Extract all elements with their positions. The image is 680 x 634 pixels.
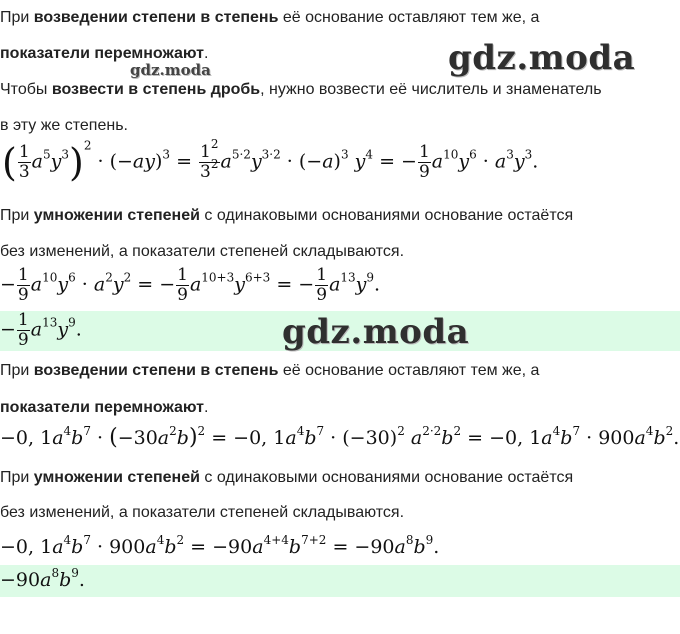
text-segment: . <box>203 399 209 416</box>
formula-1: ( $\frac{1}{3}$ $a^5y^3)^2 \cdot (-ay)^3$ = $\frac{1^2}{3^2}$ $a^{5\cdot 2}y^{3\cdot 2} \cdot (-a)^3$ $y^4$ = − $\frac{1}{9}$ $a^{10}y^6 \cdot a^3y^3$. <box>2 137 539 185</box>
answer-box-2 <box>0 565 680 597</box>
rule-fraction-power-line2: в эту же степень. <box>0 117 128 134</box>
bold-term: показатели перемножают <box>0 45 204 62</box>
text-segment: с одинаковыми основаниями основание остаётся <box>199 207 574 224</box>
answer-formula-1: − $\frac{1}{9}$ $a^{13}y^9$. <box>0 310 82 350</box>
bold-term: возведении степени в степень <box>33 9 279 26</box>
watermark-large-middle: gdz.moda <box>282 312 470 352</box>
rule-multiply-powers-line1 <box>0 206 573 226</box>
bold-term: возведении степени в степень <box>33 362 279 379</box>
rule-multiply-powers-line2: без изменений, а показатели степеней складываются. <box>0 243 405 260</box>
text-segment: её основание оставляют тем же, а <box>278 362 540 379</box>
text-segment: Чтобы <box>0 81 52 98</box>
formula-4: −0, $1a^4b^7 \cdot 900a^4b^2 = -90a^{4+4}b^{7+2} = -90a^8b^9$. <box>0 533 440 558</box>
text-segment: При <box>0 207 34 224</box>
rule2-power-of-power-line2 <box>0 398 208 418</box>
bold-term: умножении степеней <box>33 207 200 224</box>
text-segment: её основание оставляют тем же, а <box>278 9 540 26</box>
rule2-power-of-power-line1 <box>0 361 539 381</box>
text-segment: , нужно возвести её числитель и знаменатель <box>260 81 602 98</box>
watermark-large-top: gdz.moda <box>448 38 636 78</box>
text-segment: При <box>0 469 34 486</box>
rule2-multiply-powers-line2: без изменений, а показатели степеней складываются. <box>0 504 405 521</box>
answer-formula-2: $-90a^8b^9$. <box>0 566 85 591</box>
text-segment: При <box>0 9 34 26</box>
bold-term: показатели перемножают <box>0 399 204 416</box>
rule-power-of-power-line1 <box>0 8 539 28</box>
bold-term: возвести в степень дробь <box>51 81 261 98</box>
text-segment: При <box>0 362 34 379</box>
formula-2: − $\frac{1}{9}$ $a^{10}y^6 \cdot a^2y^2$ = − $\frac{1}{9}$ $a^{10+3}y^{6+3}$ = − $\frac{1}{9}$ $a^{13}y^9$. <box>0 265 381 305</box>
watermark-small: gdz.moda <box>130 61 211 79</box>
text-segment: . <box>203 45 209 62</box>
rule-fraction-power-line1 <box>0 80 602 100</box>
formula-3: −0, $1a^4b^7 \cdot (-30a^2b)^2 = -0$, $1a^4b^7 \cdot (-30)^2$ $a^{2\cdot 2}b^2 = -0$, $1a^4b^7 \cdot 900a^4b^2$. <box>0 424 680 450</box>
rule2-multiply-powers-line1 <box>0 468 573 488</box>
bold-term: умножении степеней <box>33 469 200 486</box>
text-segment: с одинаковыми основаниями основание остаётся <box>199 469 574 486</box>
